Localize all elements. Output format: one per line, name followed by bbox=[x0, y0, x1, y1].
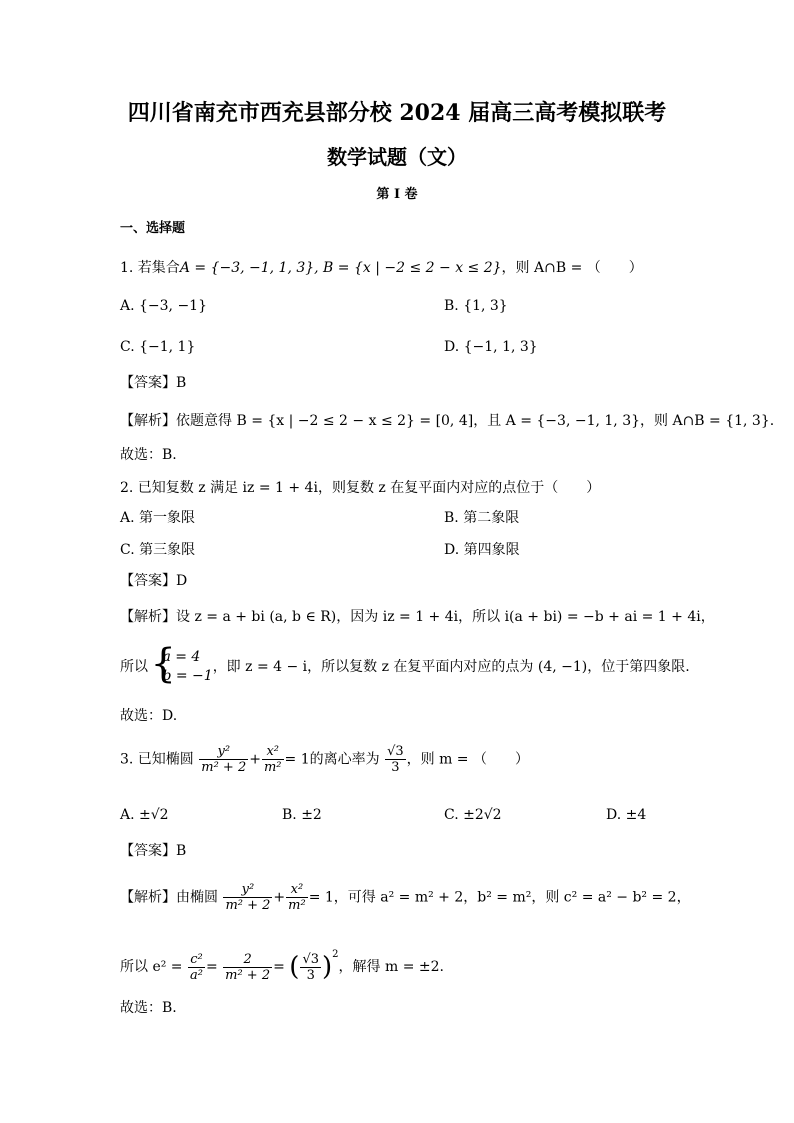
page-title: 四川省南充市西充县部分校 2024 届高三高考模拟联考 bbox=[127, 100, 667, 126]
q3-conclusion: 故选：B. bbox=[120, 1000, 177, 1016]
q3-frac-y-den: m² + 2 bbox=[201, 760, 247, 775]
q3-frac-sqrt3-3 bbox=[300, 952, 321, 983]
q3-c2: c² bbox=[188, 952, 205, 968]
q1-option-b: B. {1, 3} bbox=[444, 298, 508, 314]
q3-two: 2 bbox=[223, 952, 272, 968]
q3-option-b: B. ±2 bbox=[282, 807, 322, 823]
q3-option-d: D. ±4 bbox=[606, 807, 647, 823]
q3-left-paren: ( bbox=[289, 952, 300, 982]
q2-answer: 【答案】D bbox=[120, 573, 188, 589]
q3-eq-one: = 1 bbox=[284, 751, 310, 768]
q2-system-row1: { a = 4 bbox=[162, 649, 201, 665]
q3-line2-prefix: 所以 e² = bbox=[120, 959, 183, 975]
q1-option-a: A. {−3, −1} bbox=[120, 298, 208, 314]
q3-analysis-frac-y bbox=[223, 882, 272, 913]
q1-option-d: D. {−1, 1, 3} bbox=[444, 339, 538, 355]
q1-analysis bbox=[120, 412, 774, 430]
q3-frac-2-m2p2 bbox=[223, 952, 272, 983]
q2-system-row2: b = −1 bbox=[162, 668, 213, 684]
q3-analysis-frac-x bbox=[286, 882, 308, 913]
q2-line2-suffix: ，即 z = 4 − i，所以复数 z 在复平面内对应的点为 (4, −1)，位于第四象限. bbox=[212, 659, 690, 675]
q3-analysis-frac-y-den: m² + 2 bbox=[225, 898, 271, 913]
page-subtitle: 数学试题（文） bbox=[327, 145, 467, 169]
q3-analysis-plus: + bbox=[273, 889, 286, 906]
q1-stem-suffix: ，则 A∩B = （ ） bbox=[501, 260, 643, 276]
q2-analysis-line1 bbox=[120, 608, 715, 626]
q3-stem bbox=[120, 744, 529, 775]
q3-analysis-suffix: = 1，可得 a² = m² + 2，b² = m²，则 c² = a² − b² = 2， bbox=[308, 889, 691, 906]
q3-ecc-num: √3 bbox=[387, 744, 404, 759]
q3-frac-c2a2 bbox=[188, 952, 205, 983]
q3-option-c: C. ±2√2 bbox=[444, 807, 502, 823]
q3-frac-y bbox=[199, 744, 248, 775]
q2-option-b: B. 第二象限 bbox=[444, 510, 520, 526]
q3-eccentricity bbox=[385, 744, 406, 775]
q1-answer: 【答案】B bbox=[120, 375, 187, 391]
q1-option-c: C. {−1, 1} bbox=[120, 339, 196, 355]
q3-plus: + bbox=[249, 751, 261, 768]
q2-option-a: A. 第一象限 bbox=[120, 510, 196, 526]
q3-exponent: 2 bbox=[332, 949, 339, 960]
q2-line2-prefix: 所以 bbox=[120, 659, 148, 675]
q1-analysis-label: 【解析】 bbox=[120, 413, 176, 429]
q3-eq-1: = bbox=[205, 959, 218, 975]
q3-stem-suffix: ，则 m = （ ） bbox=[406, 751, 529, 768]
q3-eq-2: = bbox=[273, 959, 285, 975]
q2-analysis-line2 bbox=[120, 648, 690, 686]
q3-frac-y-num: y² bbox=[199, 744, 248, 760]
q3-sq-num: √3 bbox=[302, 951, 320, 967]
q2-analysis-label: 【解析】 bbox=[120, 609, 176, 625]
q3-ecc-den: 3 bbox=[391, 760, 400, 775]
volume-label: 第 I 卷 bbox=[376, 187, 418, 202]
q3-analysis-frac-x-den: m² bbox=[288, 898, 306, 913]
q3-frac-x bbox=[262, 744, 284, 775]
q3-option-a: A. ±√2 bbox=[120, 807, 169, 823]
section-heading: 一、选择题 bbox=[120, 221, 186, 236]
q1-stem-prefix: 1. 若集合 bbox=[120, 260, 180, 276]
q2-conclusion: 故选：D. bbox=[120, 708, 178, 724]
q2-equation-system bbox=[152, 648, 212, 686]
q3-m2p2: m² + 2 bbox=[225, 967, 271, 983]
q1-analysis-text: 依题意得 B = {x | −2 ≤ 2 − x ≤ 2} = [0, 4]，且 A = {−3, −1, 1, 3}，则 A∩B = {1, 3}. bbox=[176, 413, 775, 429]
q3-analysis-prefix: 由椭圆 bbox=[176, 889, 218, 906]
q3-line2-suffix: ，解得 m = ±2. bbox=[338, 959, 444, 975]
q3-stem-prefix: 3. 已知椭圆 bbox=[120, 751, 194, 768]
q3-sq-den: 3 bbox=[306, 967, 315, 983]
q3-stem-mid: 的离心率为 bbox=[309, 751, 380, 768]
q3-answer: 【答案】B bbox=[120, 843, 187, 859]
q3-frac-x-num: x² bbox=[262, 744, 284, 760]
q3-analysis-line1 bbox=[120, 882, 691, 913]
q3-analysis-frac-y-num: y² bbox=[223, 882, 272, 898]
q3-analysis-line2 bbox=[120, 946, 444, 983]
q2-stem: 2. 已知复数 z 满足 iz = 1 + 4i，则复数 z 在复平面内对应的点位于（ ） bbox=[120, 480, 601, 496]
q1-stem bbox=[120, 259, 643, 277]
q3-frac-x-den: m² bbox=[263, 760, 282, 775]
q3-analysis-frac-x-num: x² bbox=[286, 882, 308, 898]
q2-option-d: D. 第四象限 bbox=[444, 542, 520, 558]
q3-right-paren: ) bbox=[322, 952, 333, 982]
q3-a2: a² bbox=[189, 967, 203, 983]
q3-analysis-label: 【解析】 bbox=[120, 889, 176, 906]
q2-option-c: C. 第三象限 bbox=[120, 542, 196, 558]
q1-stem-math: A = {−3, −1, 1, 3}, B = {x | −2 ≤ 2 − x ≤ 2} bbox=[179, 260, 502, 276]
q2-analysis-text: 设 z = a + bi (a, b ∈ R)，因为 iz = 1 + 4i，所以 i(a + bi) = −b + ai = 1 + 4i， bbox=[176, 609, 715, 625]
q1-conclusion: 故选：B. bbox=[120, 447, 177, 463]
